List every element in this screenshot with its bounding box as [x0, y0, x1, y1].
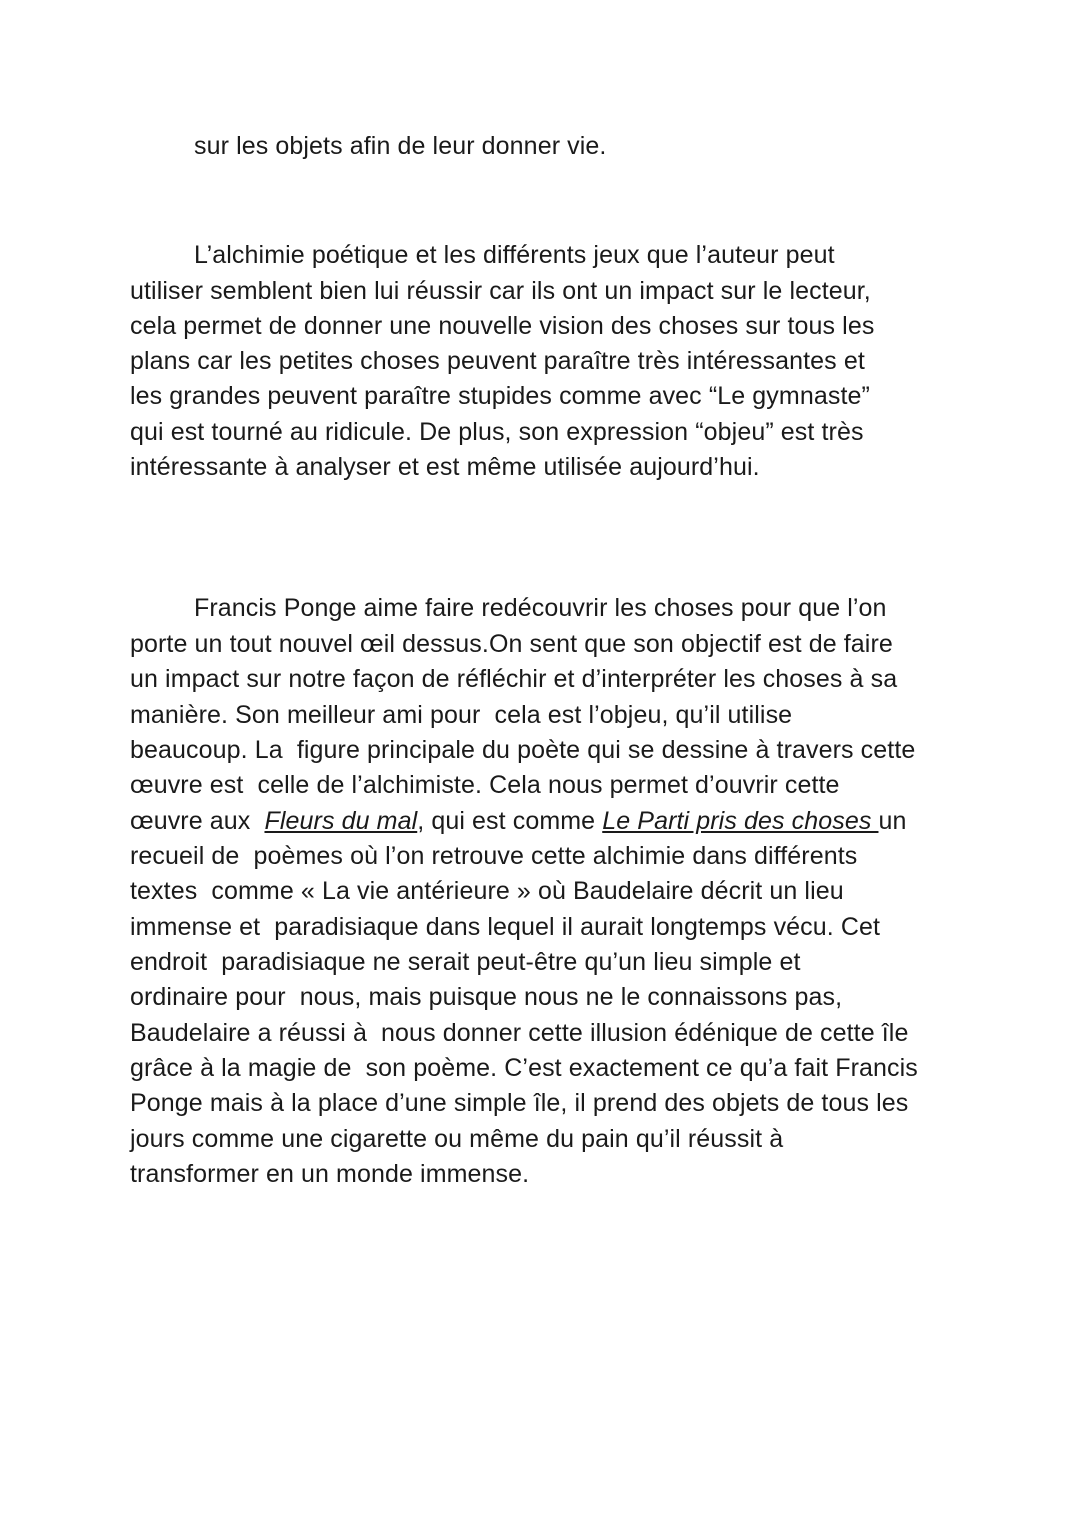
text-line: Ponge mais à la place d’une simple île, il prend des objets de tous les: [130, 1089, 909, 1117]
text-line: transformer en un monde immense.: [130, 1160, 530, 1188]
text-line: L’alchimie poétique et les différents jeux que l’auteur peut: [194, 241, 835, 269]
text-line: recueil de poèmes où l’on retrouve cette alchimie dans différents: [130, 842, 858, 870]
text-line: les grandes peuvent paraître stupides comme avec “Le gymnaste”: [130, 382, 870, 410]
text-line: cela permet de donner une nouvelle vision des choses sur tous les: [130, 312, 875, 340]
text-line: sur les objets afin de leur donner vie.: [194, 132, 607, 160]
text-line: porte un tout nouvel œil dessus.On sent que son objectif est de faire: [130, 630, 893, 658]
text-line: Francis Ponge aime faire redécouvrir les choses pour que l’on: [194, 594, 887, 622]
text-line: jours comme une cigarette ou même du pain qu’il réussit à: [130, 1125, 784, 1153]
text-line: utiliser semblent bien lui réussir car ils ont un impact sur le lecteur,: [130, 277, 871, 305]
text-line: Baudelaire a réussi à nous donner cette illusion édénique de cette île: [130, 1019, 909, 1047]
text-line-with-titles: [130, 806, 907, 836]
text-line: beaucoup. La figure principale du poète qui se dessine à travers cette: [130, 736, 916, 764]
book-title-fleurs-du-mal: Fleurs du mal: [264, 807, 418, 835]
text-segment: , qui est comme: [417, 807, 603, 835]
text-segment: œuvre aux: [130, 807, 265, 835]
text-line: œuvre est celle de l’alchimiste. Cela nous permet d’ouvrir cette: [130, 771, 840, 799]
text-line: endroit paradisiaque ne serait peut-être qu’un lieu simple et: [130, 948, 801, 976]
text-segment: un: [878, 807, 907, 835]
book-title-parti-pris: Le Parti pris des choses: [602, 807, 879, 835]
text-line: manière. Son meilleur ami pour cela est l’objeu, qu’il utilise: [130, 701, 793, 729]
text-line: textes comme « La vie antérieure » où Baudelaire décrit un lieu: [130, 877, 844, 905]
text-line: un impact sur notre façon de réfléchir et d’interpréter les choses à sa: [130, 665, 898, 693]
text-line: intéressante à analyser et est même utilisée aujourd’hui.: [130, 453, 760, 481]
text-line: ordinaire pour nous, mais puisque nous ne le connaissons pas,: [130, 983, 843, 1011]
text-line: plans car les petites choses peuvent paraître très intéressantes et: [130, 347, 865, 375]
text-line: qui est tourné au ridicule. De plus, son expression “objeu” est très: [130, 418, 864, 446]
text-line: immense et paradisiaque dans lequel il aurait longtemps vécu. Cet: [130, 913, 881, 941]
text-line: grâce à la magie de son poème. C’est exactement ce qu’a fait Francis: [130, 1054, 918, 1082]
